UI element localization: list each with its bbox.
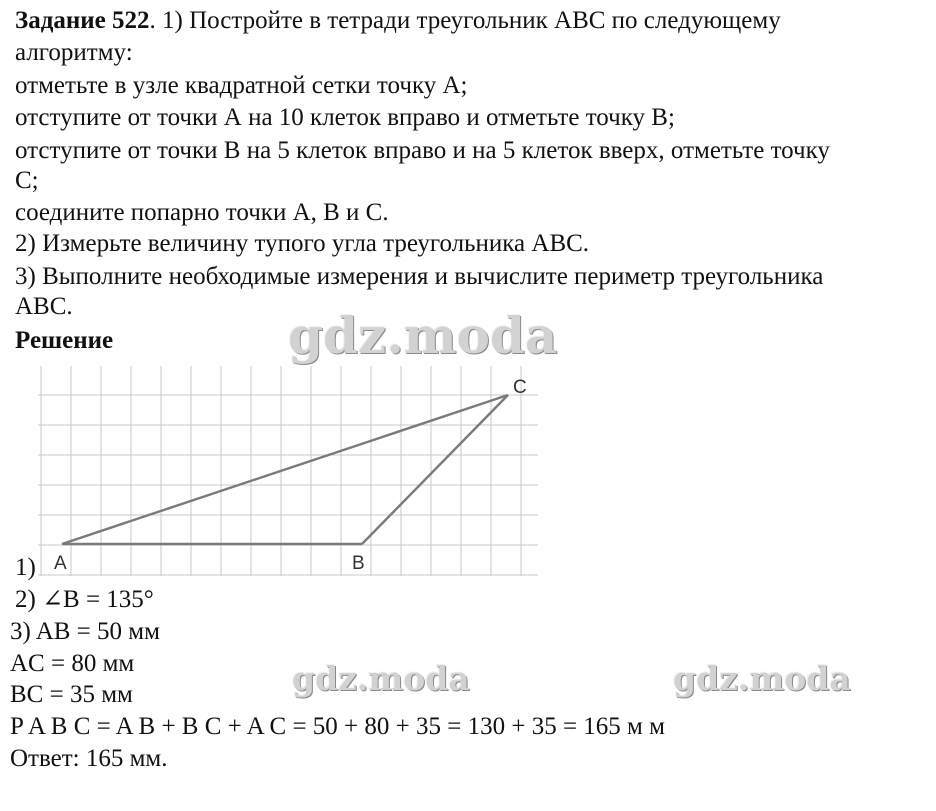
task-text-1: . 1) Постройте в тетради треугольник ABC по следующему bbox=[149, 7, 781, 34]
side-bc bbox=[362, 395, 508, 544]
label-b: B bbox=[352, 553, 365, 574]
task-line-6: С; bbox=[15, 167, 39, 194]
solution-item-1: 1) bbox=[15, 554, 36, 581]
solution-ab: 3) AB = 50 мм bbox=[10, 618, 160, 645]
solution-answer: Ответ: 165 мм. bbox=[10, 745, 168, 772]
solution-ac: AC = 80 мм bbox=[10, 650, 135, 677]
label-c: C bbox=[513, 377, 527, 398]
watermark-bottom-right: gdz.moda bbox=[673, 659, 851, 698]
solution-bc: BC = 35 мм bbox=[10, 681, 133, 708]
task-line-9: 3) Выполните необходимые измерения и вычислите периметр треугольника bbox=[15, 263, 824, 290]
task-title: Задание 522 bbox=[15, 7, 150, 34]
task-line-2: алгоритму: bbox=[15, 39, 133, 66]
label-a: A bbox=[54, 553, 67, 574]
task-line-5: отступите от точки В на 5 клеток вправо и на 5 клеток вверх, отметьте точку bbox=[15, 137, 830, 164]
task-line-7: соедините попарно точки А, В и С. bbox=[15, 199, 389, 226]
watermark-top: gdz.moda bbox=[288, 306, 558, 365]
task-line-4: отступите от точки А на 10 клеток вправо и отметьте точку В; bbox=[15, 104, 675, 131]
task-line-8: 2) Измерьте величину тупого угла треугольника ABC. bbox=[15, 230, 590, 257]
task-line-10: ABC. bbox=[15, 293, 73, 320]
watermark-bottom-left: gdz.moda bbox=[292, 659, 470, 698]
task-line-3: отметьте в узле квадратной сетки точку А; bbox=[15, 72, 468, 99]
solution-angle: 2) ∠B = 135° bbox=[15, 586, 154, 613]
solution-heading: Решение bbox=[15, 327, 114, 354]
side-ac bbox=[62, 395, 508, 544]
solution-perimeter: P A B C = A B + B C + A C = 50 + 80 + 35 = 130 + 35 = 165 м м bbox=[10, 713, 665, 740]
